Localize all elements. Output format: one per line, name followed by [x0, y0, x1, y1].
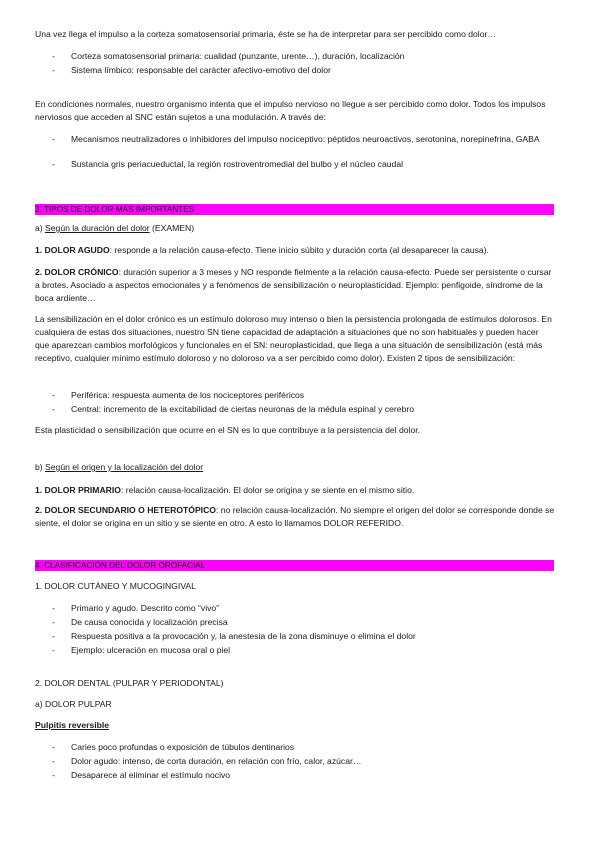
dolor-secundario-paragraph [35, 504, 555, 530]
subsection-suffix: (EXAMEN) [149, 223, 195, 233]
dash-bullet: - [52, 631, 55, 641]
dash-bullet: - [52, 159, 55, 169]
subsection-prefix: b) [35, 462, 46, 472]
list-item-text: Caries poco profundas o exposición de túbulos dentinarios [71, 742, 295, 752]
subsection-title [35, 461, 555, 474]
subsection-title: 1. DOLOR CUTÁNEO Y MUCOGINGIVAL [35, 581, 196, 591]
term-text: : no relación causa-localización. No siempre el origen del dolor se corresponde donde se siente, el dolor se origina en un sitio y se siente en otro. A esto lo llamamos DOLOR REFERIDO. [35, 505, 555, 528]
dash-bullet: - [52, 603, 55, 613]
list-item-text: Desaparece al eliminar el estímulo nocivo [71, 770, 231, 780]
subsection-title [35, 222, 555, 235]
dash-bullet: - [52, 404, 55, 414]
term-label: 2. DOLOR SECUNDARIO O HETEROTÓPICO [35, 505, 216, 515]
dash-bullet: - [52, 756, 55, 766]
list-item-text: Primario y agudo. Descrito como “vivo” [71, 603, 220, 613]
sensibilizacion-paragraph: La sensibilización en el dolor crónico es un estímulo doloroso muy intenso o bien la persistencia prolongada de estímulos dolorosos. En cualquiera de estas dos situaciones, nuestro SN tiene capacidad de adaptación a situaciones que no son habituales y pueden hacer que aparezcan cambios morfológicos y funcionales en el SN: neuroplasticidad, que llega a una situación de sensibilización (está más receptivo, cualquier mínimo estímulo doloroso y no doloroso va a ser percibido como dolor). Existen 2 tipos de sensibilización: [35, 314, 552, 363]
list-item-text: Corteza somatosensorial primaria: cualidad (punzante, urente…), duración, localización [71, 51, 405, 61]
subsection-title-text: Según la duración del dolor [45, 223, 150, 233]
plasticidad-paragraph: Esta plasticidad o sensibilización que ocurre en el SN es lo que contribuye a la persistencia del dolor. [35, 425, 421, 435]
dash-bullet: - [52, 617, 55, 627]
dash-bullet: - [52, 51, 55, 61]
dolor-cronico-paragraph [35, 266, 555, 305]
list-item-text: Respuesta positiva a la provocación y, la anestesia de la zona disminuye o elimina el dolor [71, 631, 416, 641]
subsection-title: a) DOLOR PULPAR [35, 699, 112, 709]
subsection-title: Pulpitis reversible [35, 720, 110, 730]
list-item-text: Sustancia gris periacueductal, la región rostroventromedial del bulbo y el núcleo caudal [71, 159, 404, 169]
subsection-prefix: a) [35, 223, 46, 233]
list-item-text: Ejemplo: ulceración en mucosa oral o piel [71, 645, 231, 655]
term-text: : responde a la relación causa-efecto. Tiene inicio súbito y duración corta (al desaparecer la causa). [109, 245, 489, 255]
term-label: 1. DOLOR PRIMARIO [35, 485, 121, 495]
modulation-paragraph: En condiciones normales, nuestro organismo intenta que el impulso nervioso no llegue a ser percibido como dolor. Todos los impulsos nerviosos que acceden al SNC están sujetos a una modulación. A través de: [35, 99, 546, 122]
section-heading-highlight: 4. CLASIFICACIÓN DEL DOLOR OROFACIAL [35, 560, 554, 571]
dolor-primario-paragraph [35, 484, 555, 497]
subsection-title-text: Según el origen y la localización del dolor [45, 462, 204, 472]
list-item-text: Mecanismos neutralizadores o inhibidores del impulso nociceptivo: péptidos neuroactivos, serotonina, norepinefrina, GABA [71, 134, 540, 144]
dash-bullet: - [52, 645, 55, 655]
list-item-text: Sistema límbico: responsable del carácter afectivo-emotivo del dolor [71, 65, 331, 75]
dash-bullet: - [52, 742, 55, 752]
term-label: 2. DOLOR CRÓNICO [35, 267, 119, 277]
dash-bullet: - [52, 65, 55, 75]
dash-bullet: - [52, 390, 55, 400]
list-item-text: De causa conocida y localización precisa [71, 617, 228, 627]
subsection-title: 2. DOLOR DENTAL (PULPAR Y PERIODONTAL) [35, 678, 224, 688]
dolor-agudo-paragraph [35, 244, 555, 257]
list-item-text: Central: incremento de la excitabilidad de ciertas neuronas de la médula espinal y cerebro [71, 404, 414, 414]
section-heading-highlight: 3. TIPOS DE DOLOR MÁS IMPORTANTES [35, 204, 554, 215]
list-item-text: Periférica: respuesta aumenta de los nociceptores periféricos [71, 390, 305, 400]
dash-bullet: - [52, 134, 55, 144]
term-text: : duración superior a 3 meses y NO responde fielmente a la relación causa-efecto. Puede ser persistente o cursar a brotes. Asociado a aspectos emocionales y a fenómenos de sensibilización o neuroplasticidad. Ejemplo: penfigoide, síndrome de la boca ardiente… [35, 267, 552, 303]
list-item-text: Dolor agudo: intenso, de corta duración, en relación con frío, calor, azúcar… [71, 756, 362, 766]
term-label: 1. DOLOR AGUDO [35, 245, 110, 255]
intro-paragraph: Una vez llega el impulso a la corteza somatosensorial primaria, éste se ha de interpretar para ser percibido como dolor… [35, 29, 496, 39]
term-text: : relación causa-localización. El dolor se origina y se siente en el mismo sitio. [120, 485, 415, 495]
dash-bullet: - [52, 770, 55, 780]
